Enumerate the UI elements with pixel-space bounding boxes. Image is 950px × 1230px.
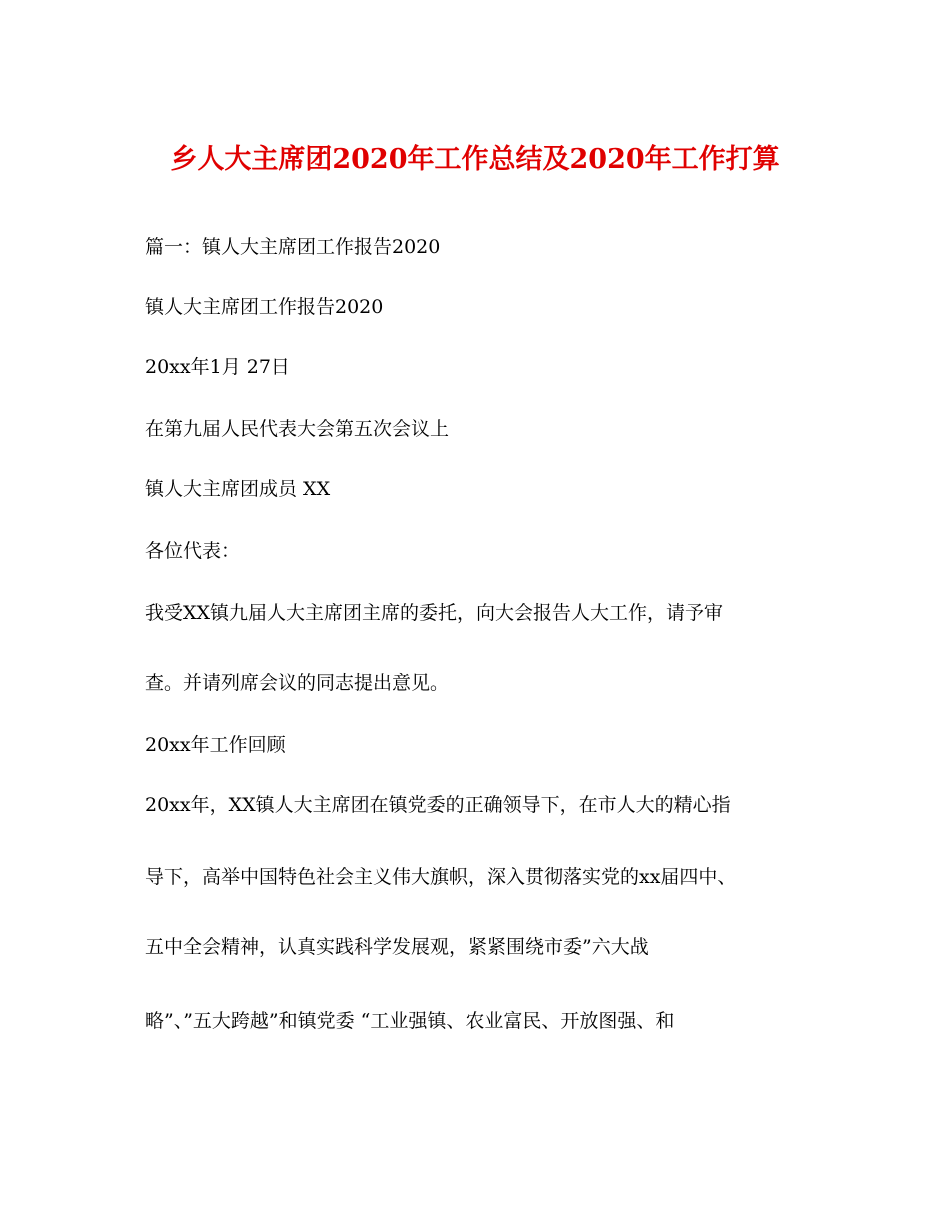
text-line-paragraph: 略”、”五大跨越”和镇党委 “工业强镇、农业富民、开放图强、和: [145, 1010, 675, 1032]
text-line-paragraph: 我受XX镇九届人大主席团主席的委托，向大会报告人大工作，请予审: [145, 602, 724, 624]
text-line-meeting: 在第九届人民代表大会第五次会议上: [145, 418, 450, 440]
text-line-section-heading: 篇一：镇人大主席团工作报告2020: [145, 236, 441, 258]
text-line-salutation: 各位代表：: [145, 540, 241, 562]
text-line-speaker: 镇人大主席团成员 XX: [145, 478, 331, 500]
text-line-paragraph: 导下，高举中国特色社会主义伟大旗帜，深入贯彻落实党的xx届四中、: [145, 866, 737, 888]
text-line-paragraph: 20xx年，XX镇人大主席团在镇党委的正确领导下，在市人大的精心指: [145, 794, 731, 816]
document-title: 乡人大主席团2020年工作总结及2020年工作打算: [170, 144, 780, 175]
text-line-date: 20xx年1月 27日: [145, 356, 290, 378]
text-line-paragraph: 五中全会精神，认真实践科学发展观，紧紧围绕市委”六大战: [145, 936, 649, 958]
text-line-review-heading: 20xx年工作回顾: [145, 734, 286, 756]
text-line-report-title: 镇人大主席团工作报告2020: [145, 296, 384, 318]
text-line-paragraph: 查。并请列席会议的同志提出意见。: [145, 672, 450, 694]
